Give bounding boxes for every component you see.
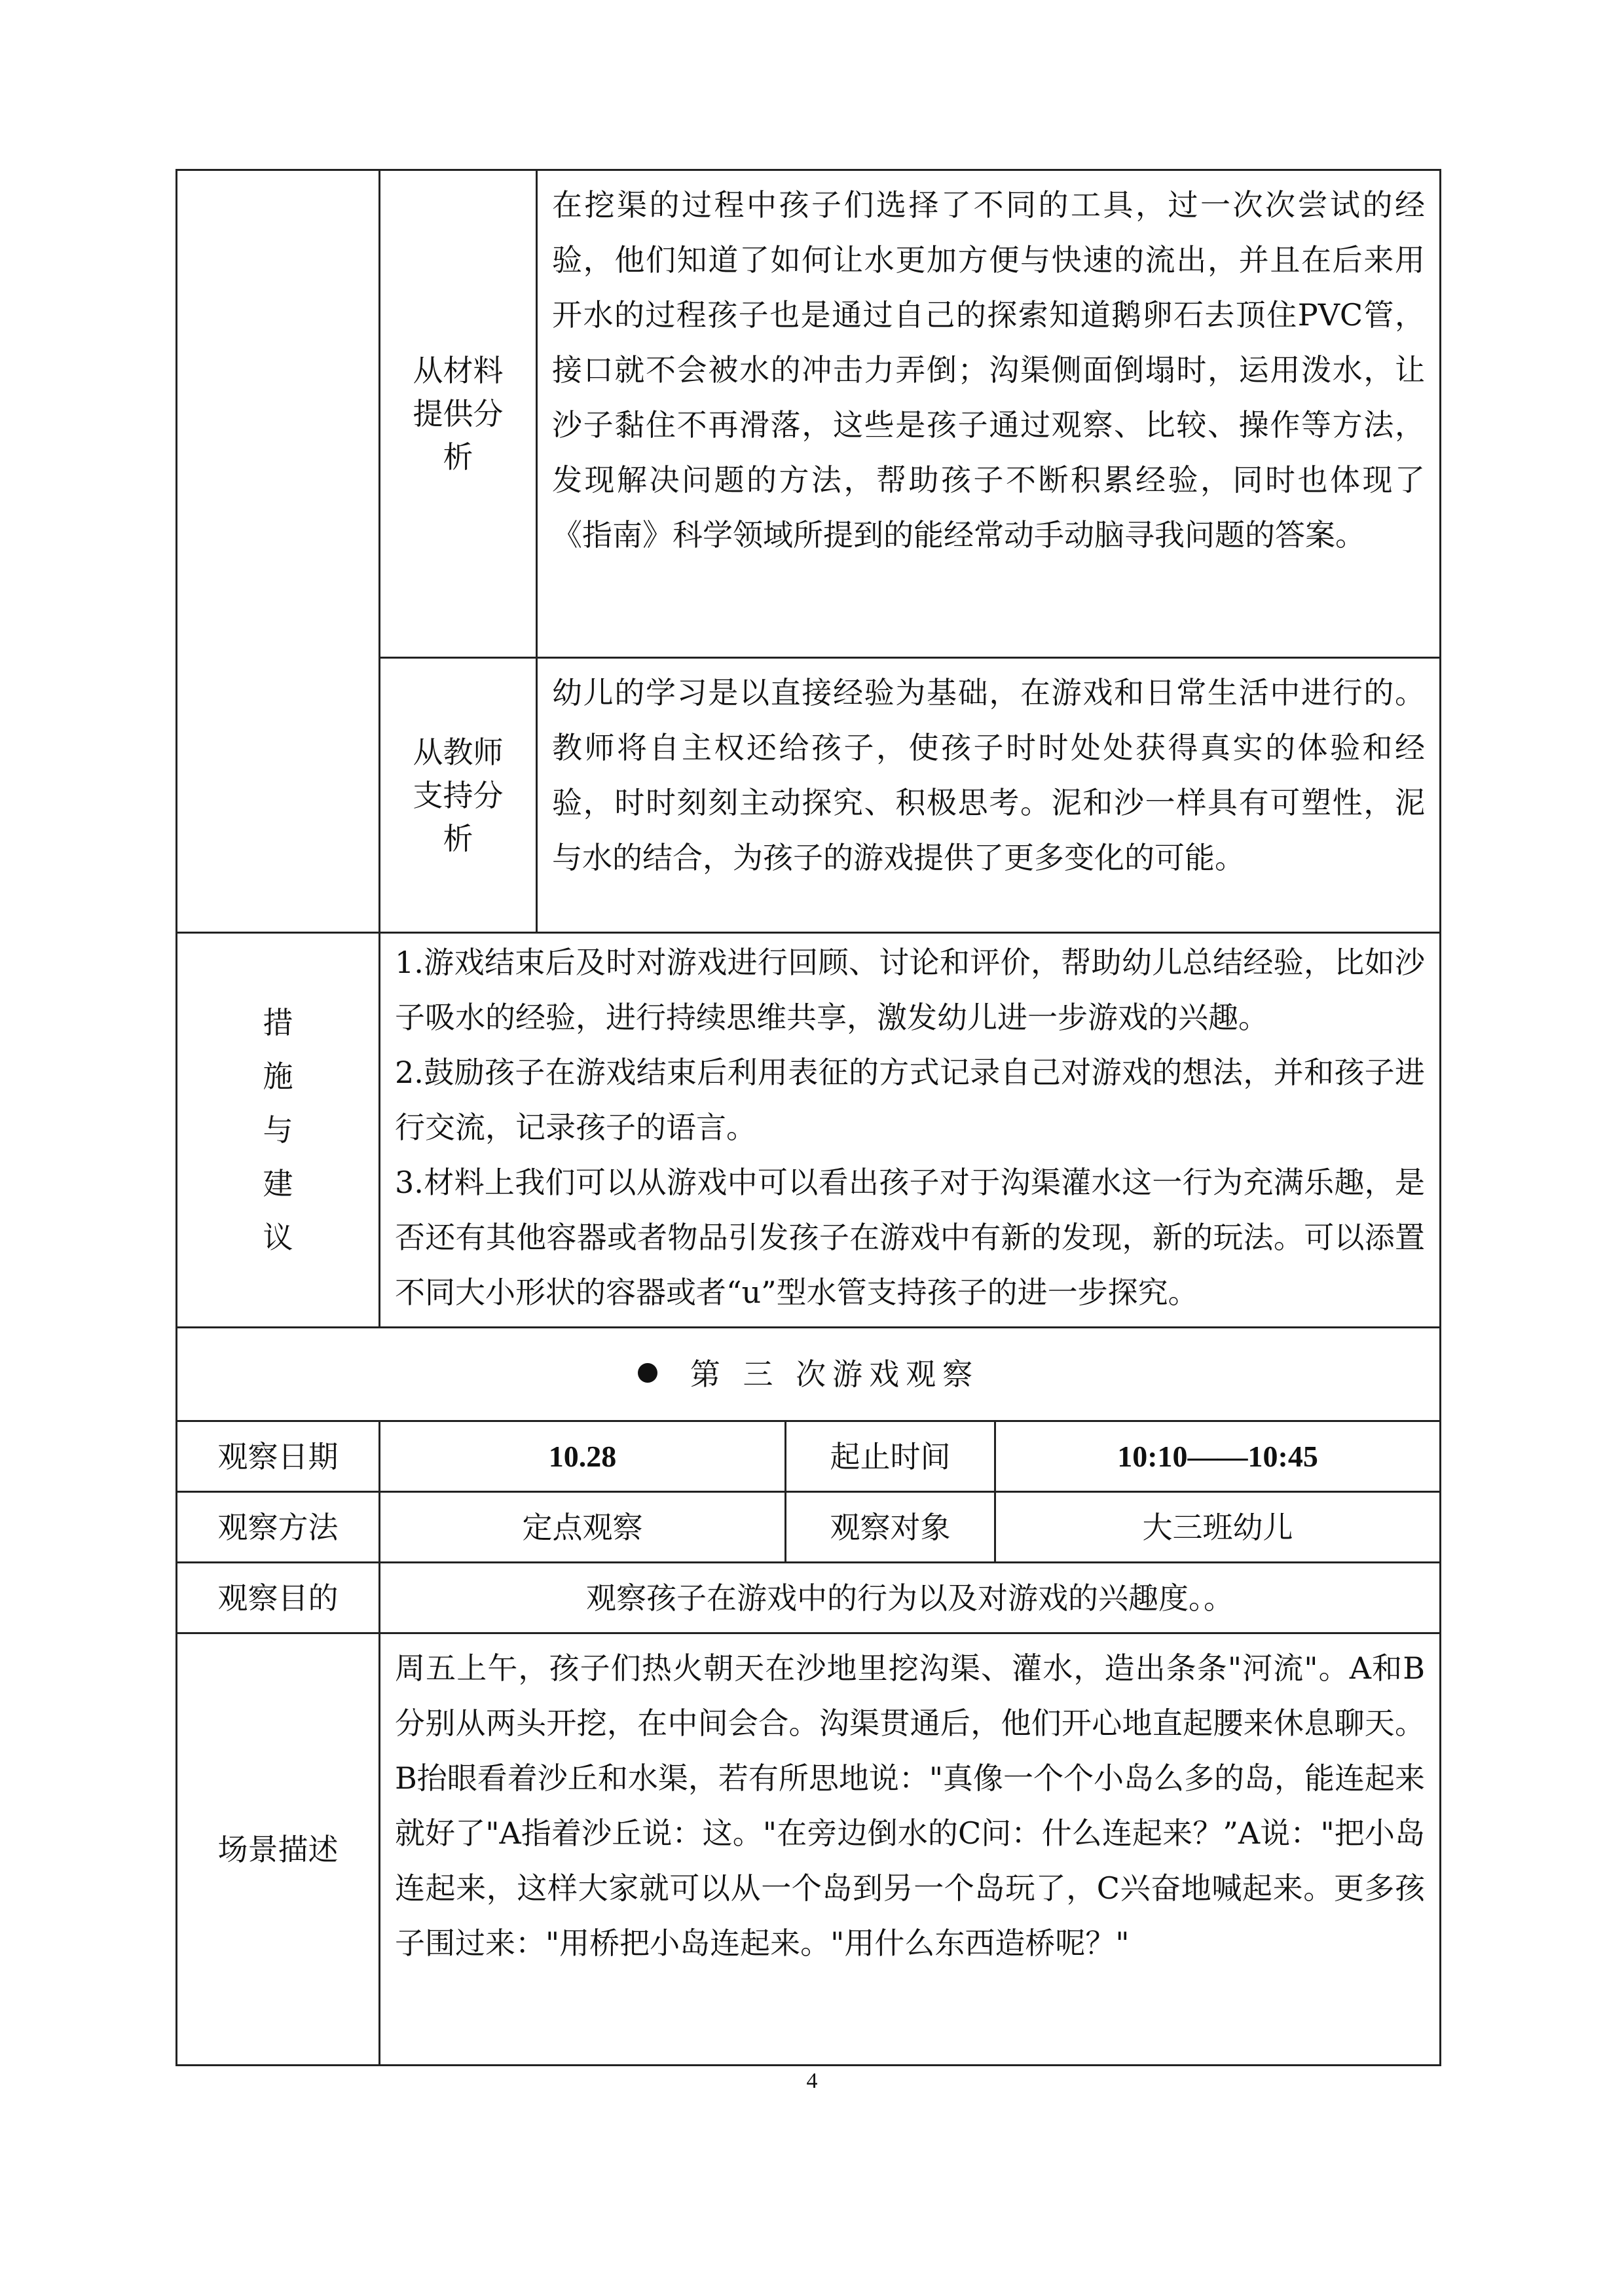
material-analysis-label-text: 从材料提供分析 (413, 353, 504, 475)
section-title-text: 第 三 次游戏观察 (690, 1357, 980, 1392)
teacher-analysis-label (380, 658, 537, 933)
teacher-analysis-label-text: 从教师支持分析 (413, 734, 504, 856)
target-label: 观察对象 (786, 1492, 995, 1563)
measures-label-char: 议 (263, 1220, 293, 1255)
material-analysis-label (380, 170, 537, 658)
section-title (177, 1328, 1441, 1421)
teacher-analysis-text: 幼儿的学习是以直接经验为基础，在游戏和日常生活中进行的。教师将自主权还给孩子，使孩子时时处处获得真实的体验和经验，时时刻刻主动探究、积极思考。泥和沙一样具有可塑性，泥与水的结合，为孩子的游戏提供了更多变化的可能。 (537, 658, 1441, 933)
measures-label-char: 与 (263, 1112, 293, 1148)
date-label: 观察日期 (177, 1421, 380, 1492)
measures-label (177, 933, 380, 1328)
time-label: 起止时间 (786, 1421, 995, 1492)
target-value: 大三班幼儿 (995, 1492, 1441, 1563)
empty-category-cell (177, 170, 380, 933)
measures-label-char: 措 (263, 1005, 293, 1040)
material-analysis-row (177, 170, 1441, 658)
date-value: 10.28 (380, 1421, 786, 1492)
section-title-row (177, 1328, 1441, 1421)
scene-row (177, 1633, 1441, 2066)
observation-table (175, 169, 1441, 2066)
page-number: 4 (806, 2069, 818, 2093)
bullet-dot-icon (638, 1363, 657, 1383)
scene-label: 场景描述 (177, 1633, 380, 2066)
material-analysis-text: 在挖渠的过程中孩子们选择了不同的工具，过一次次尝试的经验，他们知道了如何让水更加方便与快速的流出，并且在后来用开水的过程孩子也是通过自己的探索知道鹅卵石去顶住PVC管，接口就不会被水的冲击力弄倒；沟渠侧面倒塌时，运用泼水，让沙子黏住不再滑落，这些是孩子通过观察、比较、操作等方法，发现解决问题的方法，帮助孩子不断积累经验，同时也体现了《指南》科学领域所提到的能经常动手动脑寻我问题的答案。 (537, 170, 1441, 658)
method-target-row (177, 1492, 1441, 1563)
measures-row (177, 933, 1441, 1328)
purpose-value: 观察孩子在游戏中的行为以及对游戏的兴趣度。。 (380, 1563, 1441, 1633)
measures-content (380, 933, 1441, 1328)
purpose-label: 观察目的 (177, 1563, 380, 1633)
date-time-row (177, 1421, 1441, 1492)
measure-item: 2.鼓励孩子在游戏结束后利用表征的方式记录自己对游戏的想法，并和孩子进行交流，记录孩子的语言。 (395, 1055, 1426, 1145)
measures-label-char: 施 (263, 1059, 293, 1094)
method-label: 观察方法 (177, 1492, 380, 1563)
purpose-row (177, 1563, 1441, 1633)
scene-text: 周五上午，孩子们热火朝天在沙地里挖沟渠、灌水，造出条条"河流"。A和B分别从两头开挖，在中间会合。沟渠贯通后，他们开心地直起腰来休息聊天。B抬眼看着沙丘和水渠，若有所思地说："真像一个个小岛么多的岛，能连起来就好了"A指着沙丘说：这。"在旁边倒水的C问：什么连起来？”A说："把小岛连起来，这样大家就可以从一个岛到另一个岛玩了，C兴奋地喊起来。更多孩子围过来："用桥把小岛连起来。"用什么东西造桥呢？" (380, 1633, 1441, 2066)
time-value: 10:10——10:45 (995, 1421, 1441, 1492)
measure-item: 3.材料上我们可以从游戏中可以看出孩子对于沟渠灌水这一行为充满乐趣，是否还有其他容器或者物品引发孩子在游戏中有新的发现，新的玩法。可以添置不同大小形状的容器或者“u”型水管支持孩子的进一步探究。 (395, 1165, 1426, 1310)
method-value: 定点观察 (380, 1492, 786, 1563)
measures-label-char: 建 (263, 1166, 293, 1201)
measure-item: 1.游戏结束后及时对游戏进行回顾、讨论和评价，帮助幼儿总结经验，比如沙子吸水的经验，进行持续思维共享，激发幼儿进一步游戏的兴趣。 (395, 945, 1426, 1035)
